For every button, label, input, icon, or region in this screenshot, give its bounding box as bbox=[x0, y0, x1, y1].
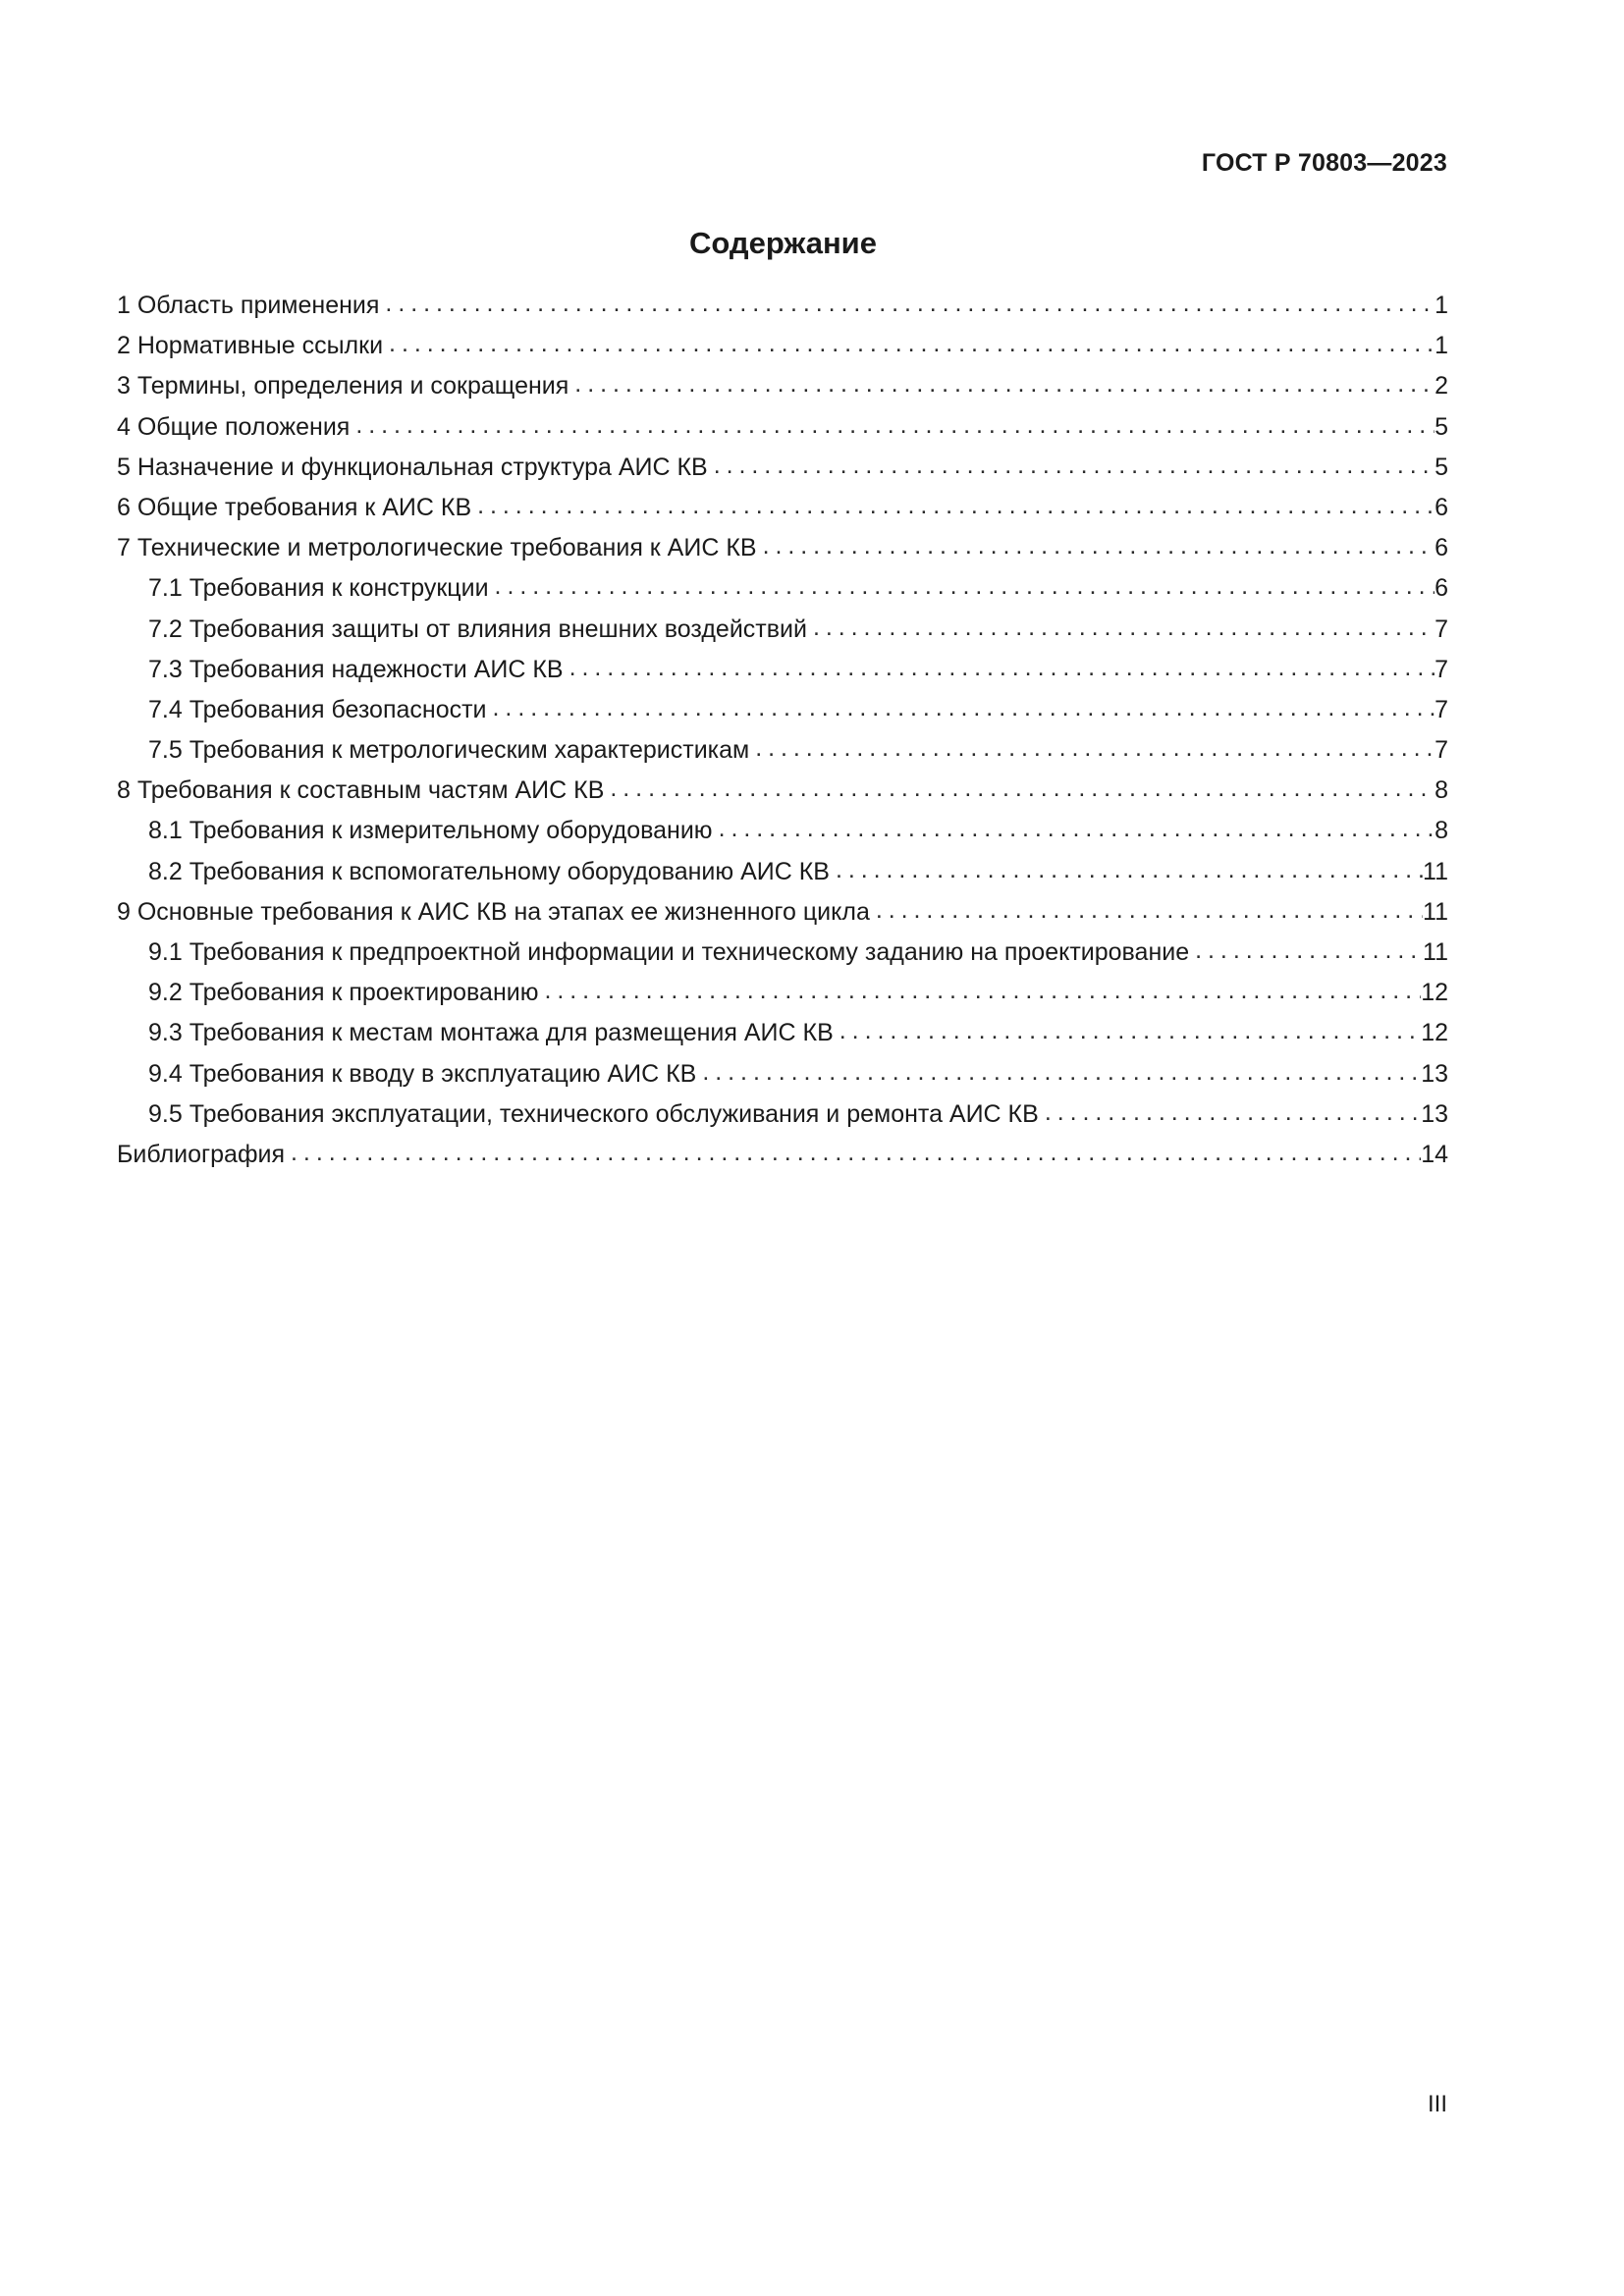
dot-leader bbox=[755, 728, 1435, 769]
toc-entry-label: 9.5 Требования эксплуатации, технического обслуживания и ремонта АИС КВ bbox=[148, 1099, 1039, 1128]
toc-entry[interactable] bbox=[117, 568, 1448, 609]
toc-entry[interactable] bbox=[117, 366, 1448, 406]
dot-leader bbox=[610, 769, 1435, 809]
dot-leader bbox=[355, 405, 1435, 446]
toc-entry-label: 7.2 Требования защиты от влияния внешних воздействий bbox=[148, 614, 807, 643]
toc-entry[interactable] bbox=[117, 1054, 1448, 1095]
toc-entry-label: 7 Технические и метрологические требования к АИС КВ bbox=[117, 534, 757, 562]
dot-leader bbox=[477, 486, 1435, 526]
document-number: ГОСТ Р 70803—2023 bbox=[1201, 149, 1447, 177]
toc-entry-page: 7 bbox=[1435, 614, 1448, 643]
table-of-contents bbox=[117, 286, 1448, 1175]
toc-entry-page: 7 bbox=[1435, 655, 1448, 683]
dot-leader bbox=[876, 890, 1423, 931]
dot-leader bbox=[291, 1133, 1421, 1173]
toc-entry-page: 6 bbox=[1435, 574, 1448, 603]
toc-entry-label: 3 Термины, определения и сокращения bbox=[117, 372, 569, 400]
dot-leader bbox=[495, 566, 1435, 607]
toc-entry-page: 11 bbox=[1423, 938, 1448, 966]
toc-entry-label: 9.2 Требования к проектированию bbox=[148, 979, 539, 1007]
dot-leader bbox=[719, 809, 1435, 849]
toc-entry[interactable] bbox=[117, 1135, 1448, 1175]
toc-entry[interactable] bbox=[117, 286, 1448, 326]
toc-entry-label: 7.5 Требования к метрологическим характеристикам bbox=[148, 736, 750, 765]
dot-leader bbox=[714, 446, 1435, 486]
dot-leader bbox=[1045, 1093, 1421, 1133]
dot-leader bbox=[544, 971, 1421, 1011]
toc-entry[interactable] bbox=[117, 690, 1448, 730]
toc-entry-label: 7.3 Требования надежности АИС КВ bbox=[148, 655, 564, 683]
dot-leader bbox=[702, 1052, 1421, 1093]
dot-leader bbox=[763, 526, 1435, 566]
toc-entry-page: 13 bbox=[1421, 1059, 1448, 1088]
toc-entry-label: 8 Требования к составным частям АИС КВ bbox=[117, 776, 605, 805]
toc-entry-page: 11 bbox=[1423, 897, 1448, 926]
dot-leader bbox=[574, 364, 1435, 404]
toc-entry[interactable] bbox=[117, 852, 1448, 892]
toc-entry-page: 5 bbox=[1435, 412, 1448, 441]
toc-entry-label: 7.4 Требования безопасности bbox=[148, 695, 487, 723]
toc-entry[interactable] bbox=[117, 892, 1448, 933]
toc-entry-page: 14 bbox=[1421, 1140, 1448, 1168]
dot-leader bbox=[569, 648, 1435, 688]
toc-entry[interactable] bbox=[117, 326, 1448, 366]
toc-entry[interactable] bbox=[117, 610, 1448, 650]
dot-leader bbox=[813, 608, 1435, 648]
toc-entry[interactable] bbox=[117, 1095, 1448, 1135]
toc-entry-label: 1 Область применения bbox=[117, 292, 380, 319]
toc-entry-label: 5 Назначение и функциональная структура АИС КВ bbox=[117, 453, 708, 481]
toc-entry-page: 8 bbox=[1435, 817, 1448, 845]
toc-entry[interactable] bbox=[117, 771, 1448, 811]
dot-leader bbox=[839, 1011, 1421, 1051]
dot-leader bbox=[836, 850, 1423, 890]
toc-entry-page: 7 bbox=[1435, 736, 1448, 765]
toc-entry-page: 2 bbox=[1435, 372, 1448, 400]
toc-entry-page: 6 bbox=[1435, 493, 1448, 521]
toc-entry[interactable] bbox=[117, 811, 1448, 851]
dot-leader bbox=[385, 284, 1435, 324]
toc-entry-label: 9 Основные требования к АИС КВ на этапах ее жизненного цикла bbox=[117, 897, 870, 926]
toc-entry[interactable] bbox=[117, 407, 1448, 448]
toc-entry-label: 6 Общие требования к АИС КВ bbox=[117, 493, 472, 521]
toc-entry-label: 9.1 Требования к предпроектной информации и техническому заданию на проектирование bbox=[148, 938, 1190, 966]
toc-entry-page: 1 bbox=[1435, 292, 1448, 319]
toc-entry[interactable] bbox=[117, 488, 1448, 528]
toc-entry[interactable] bbox=[117, 650, 1448, 690]
toc-title: Содержание bbox=[689, 226, 877, 260]
toc-entry-label: Библиография bbox=[117, 1140, 286, 1168]
toc-entry-label: 2 Нормативные ссылки bbox=[117, 332, 384, 360]
toc-entry-label: 9.4 Требования к вводу в эксплуатацию АИС КВ bbox=[148, 1059, 697, 1088]
toc-entry-page: 12 bbox=[1421, 1019, 1448, 1047]
toc-entry[interactable] bbox=[117, 730, 1448, 771]
toc-entry-label: 9.3 Требования к местам монтажа для размещения АИС КВ bbox=[148, 1019, 834, 1047]
toc-entry[interactable] bbox=[117, 448, 1448, 488]
toc-entry-label: 8.2 Требования к вспомогательному оборудованию АИС КВ bbox=[148, 857, 830, 885]
toc-entry-page: 12 bbox=[1421, 979, 1448, 1007]
toc-entry-page: 5 bbox=[1435, 453, 1448, 481]
toc-entry-page: 1 bbox=[1435, 332, 1448, 360]
toc-entry-page: 8 bbox=[1435, 776, 1448, 805]
dot-leader bbox=[1195, 931, 1423, 971]
toc-entry-page: 13 bbox=[1421, 1099, 1448, 1128]
dot-leader bbox=[493, 688, 1435, 728]
toc-entry[interactable] bbox=[117, 1013, 1448, 1053]
page-number: III bbox=[1427, 2091, 1447, 2117]
toc-entry[interactable] bbox=[117, 973, 1448, 1013]
toc-entry-page: 7 bbox=[1435, 695, 1448, 723]
toc-entry-page: 11 bbox=[1423, 857, 1448, 885]
toc-entry[interactable] bbox=[117, 528, 1448, 568]
dot-leader bbox=[389, 324, 1435, 364]
toc-entry-label: 4 Общие положения bbox=[117, 412, 351, 441]
toc-entry-page: 6 bbox=[1435, 534, 1448, 562]
toc-entry[interactable] bbox=[117, 933, 1448, 973]
toc-entry-label: 8.1 Требования к измерительному оборудованию bbox=[148, 817, 713, 845]
toc-entry-label: 7.1 Требования к конструкции bbox=[148, 574, 489, 603]
